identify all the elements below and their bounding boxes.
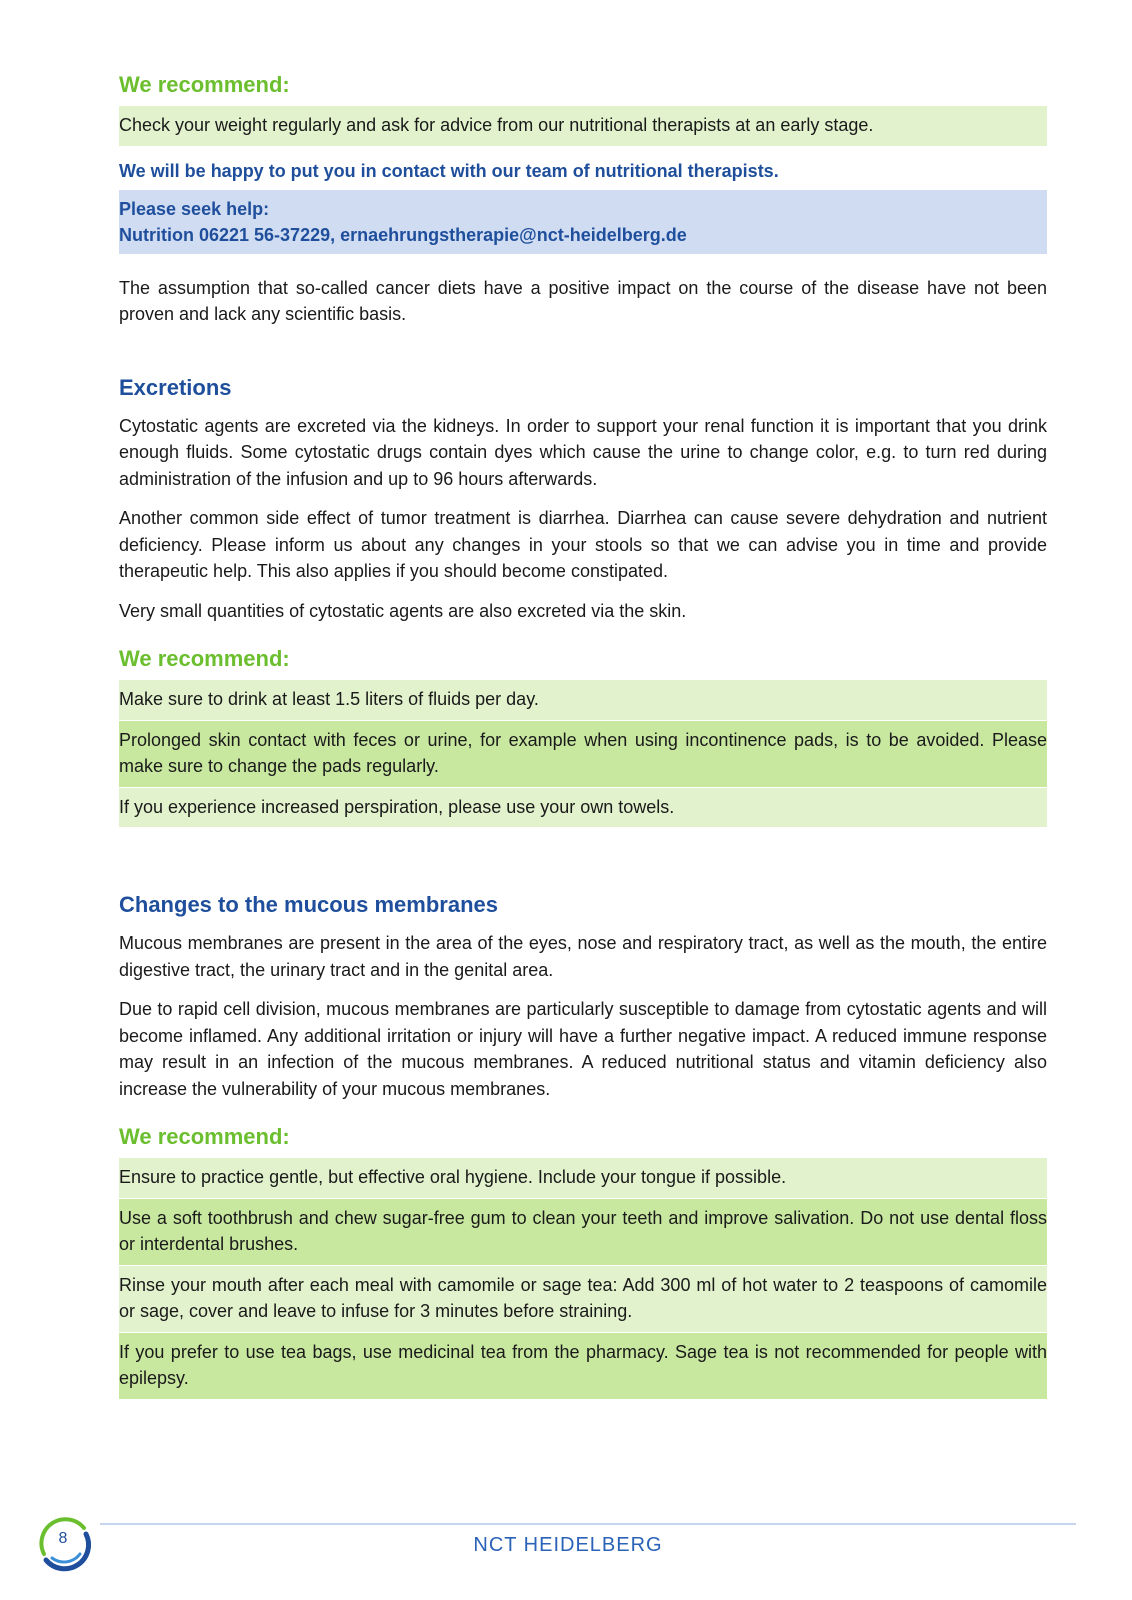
recommendation-box: Check your weight regularly and ask for advice from our nutritional therapists at an early stage. <box>119 106 1047 146</box>
mucous-paragraph: Mucous membranes are present in the area of the eyes, nose and respiratory tract, as well as the mouth, the entire digestive tract, the urinary tract and in the genital area. <box>119 933 1047 980</box>
page-number: 8 <box>58 1530 68 1547</box>
recommend-title: We recommend: <box>119 1124 290 1149</box>
footer-divider <box>100 1523 1076 1525</box>
section-heading-excretions: Excretions <box>119 374 232 400</box>
recommendation-box: Use a soft toothbrush and chew sugar-free gum to clean your teeth and improve salivation. Do not use dental floss or interdental brushes. <box>119 1199 1047 1265</box>
recommendation-box: Rinse your mouth after each meal with camomile or sage tea: Add 300 ml of hot water to 2 teaspoons of camomile or sage, cover and leave to infuse for 3 minutes before straining. <box>119 1266 1047 1332</box>
cancer-diets-paragraph: The assumption that so-called cancer diets have a positive impact on the course of the disease have not been proven and lack any scientific basis. <box>119 277 1047 324</box>
section-heading-mucous-membranes: Changes to the mucous membranes <box>119 892 498 917</box>
excretions-paragraph: Cytostatic agents are excreted via the kidneys. In order to support your renal function it is important that you drink enough fluids. Some cytostatic drugs contain dyes which cause the urine to change color, e.g. to turn red during administration of the infusion and up to 96 hours afterwards. <box>119 415 1047 489</box>
recommendation-box: Ensure to practice gentle, but effective oral hygiene. Include your tongue if possible. <box>119 1158 1047 1198</box>
page-content <box>119 70 1047 1400</box>
recommend-title: We recommend: <box>119 72 290 97</box>
recommendation-box: If you prefer to use tea bags, use medicinal tea from the pharmacy. Sage tea is not recommended for people with epilepsy. <box>119 1333 1047 1399</box>
excretions-paragraph: Another common side effect of tumor treatment is diarrhea. Diarrhea can cause severe dehydration and nutrient deficiency. Please inform us about any changes in your stools so that we can advise you in time and provide therapeutic help. This also applies if you should become constipated. <box>119 508 1047 581</box>
footer-org-name: NCT HEIDELBERG <box>473 1534 663 1556</box>
recommend-title: We recommend: <box>119 646 290 671</box>
recommendation-box: Prolonged skin contact with feces or urine, for example when using incontinence pads, is to be avoided. Please make sure to change the pads regularly. <box>119 721 1047 787</box>
help-contact-details: Nutrition 06221 56-37229, ernaehrungstherapie@nct-heidelberg.de <box>119 224 687 245</box>
mucous-paragraph: Due to rapid cell division, mucous membranes are particularly susceptible to damage from cytostatic agents and will become inflamed. Any additional irritation or injury will have a further negative impact. A reduced immune response may result in an infection of the mucous membranes. A reduced nutritional status and vitamin deficiency also increase the vulnerability of your mucous membranes. <box>119 999 1047 1099</box>
recommendation-box: If you experience increased perspiration, please use your own towels. <box>119 788 1047 828</box>
contact-note: We will be happy to put you in contact with our team of nutritional therapists. <box>119 160 779 181</box>
help-contact-box <box>119 190 1047 254</box>
help-label: Please seek help: <box>119 198 270 219</box>
recommendation-box: Make sure to drink at least 1.5 liters of fluids per day. <box>119 680 1047 720</box>
excretions-paragraph: Very small quantities of cytostatic agents are also excreted via the skin. <box>119 600 687 621</box>
